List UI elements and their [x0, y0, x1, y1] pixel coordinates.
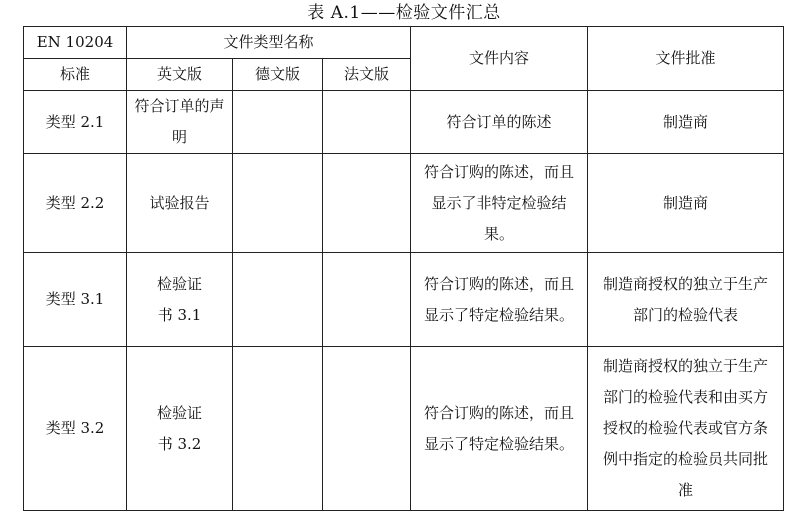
table-row [24, 347, 784, 511]
content-cell-text: 符合订购的陈述，而且显示了特定检验结果。 [424, 403, 575, 453]
approval-cell [588, 253, 784, 347]
approval-cell-text: 制造商授权的独立于生产部门的检验代表 [603, 274, 769, 324]
standard-cell: 类型 3.1 [24, 253, 127, 347]
header-english: 英文版 [127, 59, 233, 91]
english-cell-text: 检验证书 3.2 [156, 403, 202, 453]
header-standard-top: EN 10204 [24, 27, 127, 59]
header-approval: 文件批准 [588, 27, 784, 91]
french-cell [323, 253, 411, 347]
english-cell [127, 347, 233, 511]
header-standard-bottom: 标准 [24, 59, 127, 91]
approval-cell [588, 347, 784, 511]
approval-cell: 制造商 [588, 154, 784, 253]
table-row [24, 91, 784, 154]
approval-cell: 制造商 [588, 91, 784, 154]
content-cell [411, 347, 588, 511]
german-cell [233, 91, 323, 154]
content-cell: 符合订单的陈述 [411, 91, 588, 154]
standard-cell: 类型 3.2 [24, 347, 127, 511]
table-caption: 表 A.1——检验文件汇总 [307, 3, 501, 23]
french-cell [323, 347, 411, 511]
german-cell [233, 347, 323, 511]
french-cell [323, 154, 411, 253]
english-cell [127, 253, 233, 347]
content-cell-text: 符合订购的陈述，而且显示了非特定检验结果。 [424, 162, 575, 243]
content-cell [411, 253, 588, 347]
standard-cell: 类型 2.2 [24, 154, 127, 253]
german-cell [233, 253, 323, 347]
content-cell [411, 154, 588, 253]
english-cell: 试验报告 [127, 154, 233, 253]
standard-cell: 类型 2.1 [24, 91, 127, 154]
table-row [24, 253, 784, 347]
german-cell [233, 154, 323, 253]
english-cell-text: 符合订单的声明 [134, 97, 225, 146]
header-content: 文件内容 [411, 27, 588, 91]
english-cell-text: 检验证书 3.1 [156, 274, 202, 324]
english-cell [127, 91, 233, 154]
approval-cell-text: 制造商授权的独立于生产部门的检验代表和由买方授权的检验代表或官方条例中指定的检验员共同批准 [603, 357, 769, 499]
table-row [24, 154, 784, 253]
header-doc-type-name: 文件类型名称 [127, 27, 411, 59]
french-cell [323, 91, 411, 154]
content-cell-text: 符合订购的陈述，而且显示了特定检验结果。 [424, 274, 575, 324]
header-german: 德文版 [233, 59, 323, 91]
inspection-documents-table [23, 26, 784, 511]
header-french: 法文版 [323, 59, 411, 91]
